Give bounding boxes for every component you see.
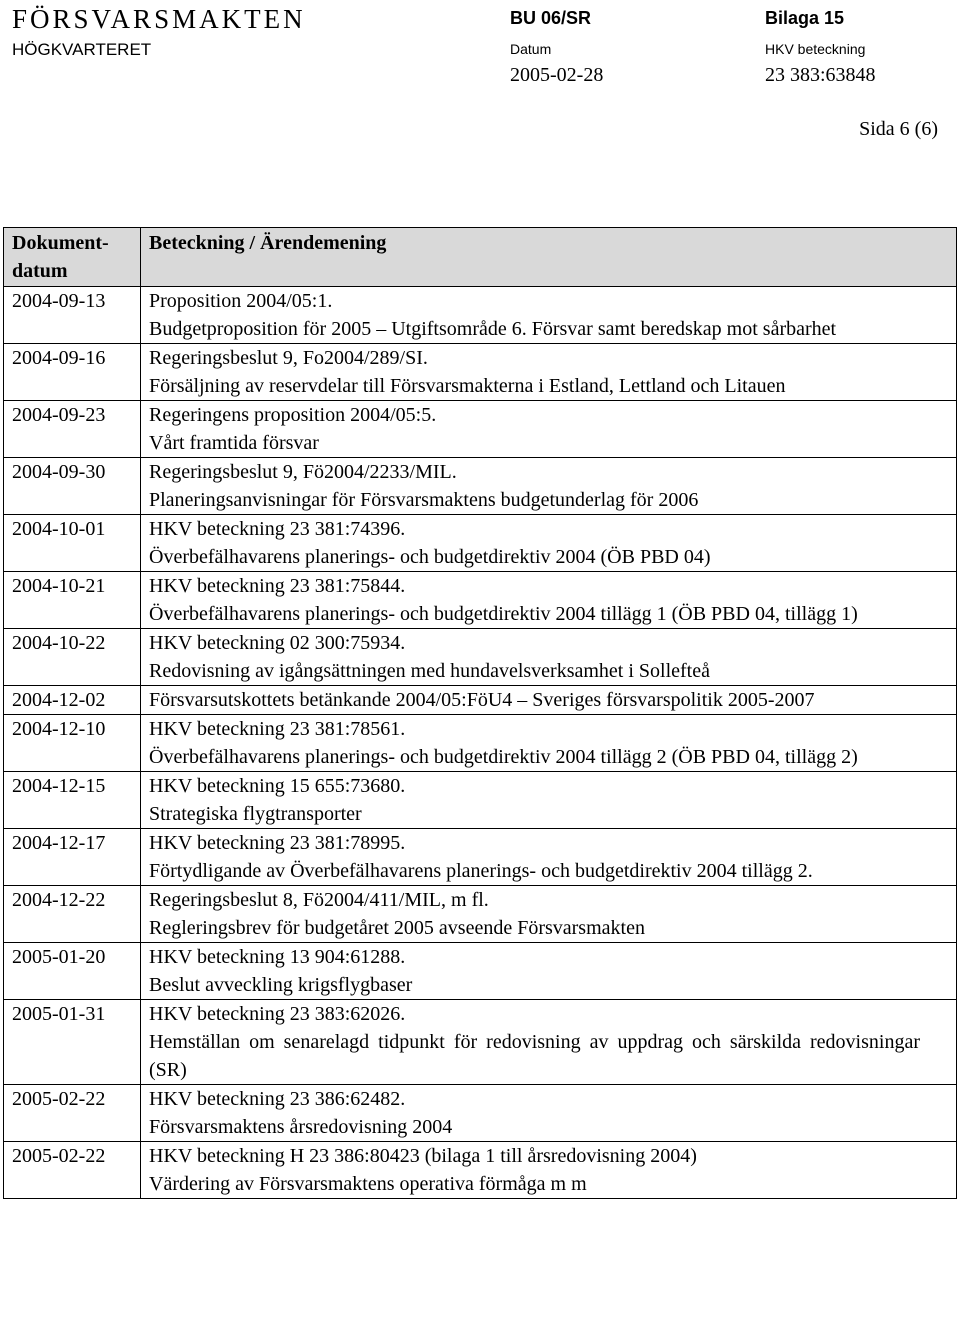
unit-name: HÖGKVARTERET bbox=[12, 40, 152, 59]
reference-line: HKV beteckning 23 381:74396. bbox=[149, 518, 406, 540]
reference-line: Försvarsutskottets betänkande 2004/05:FöU4 – Sveriges försvarspolitik 2005-2007 bbox=[149, 689, 815, 711]
reference-line: HKV beteckning 23 381:75844. bbox=[149, 575, 406, 597]
table-row bbox=[4, 1085, 957, 1142]
table-row bbox=[4, 715, 957, 772]
table-row bbox=[4, 515, 957, 572]
document-date-cell: 2005-02-22 bbox=[4, 1085, 141, 1142]
subject-line: Budgetproposition för 2005 – Utgiftsområde 6. Försvar samt beredskap mot sårbarhet bbox=[149, 318, 837, 340]
subject-line: Förtydligande av Överbefälhavarens planerings- och budgetdirektiv 2004 tillägg 2. bbox=[149, 860, 813, 882]
reference-line: Proposition 2004/05:1. bbox=[149, 290, 333, 312]
document-register-table bbox=[3, 227, 957, 1199]
table-row bbox=[4, 772, 957, 829]
subject-line: Vårt framtida försvar bbox=[149, 432, 319, 454]
table-row bbox=[4, 886, 957, 943]
subject-line: Överbefälhavarens planerings- och budgetdirektiv 2004 tillägg 1 (ÖB PBD 04, tillägg 1) bbox=[149, 603, 858, 625]
subject-line: Hemställan om senarelagd tidpunkt för redovisning av uppdrag och särskilda redovisningar (SR) bbox=[149, 1031, 920, 1081]
subject-line: Regleringsbrev för budgetåret 2005 avseende Försvarsmakten bbox=[149, 917, 645, 939]
document-date-cell: 2005-01-20 bbox=[4, 943, 141, 1000]
table-header-row bbox=[4, 228, 957, 287]
page-number: Sida 6 (6) bbox=[859, 118, 938, 140]
document-date-cell: 2004-09-16 bbox=[4, 344, 141, 401]
description-cell bbox=[141, 629, 957, 686]
date-label: Datum bbox=[510, 41, 552, 57]
document-date-cell: 2004-09-23 bbox=[4, 401, 141, 458]
description-cell bbox=[141, 572, 957, 629]
table-row bbox=[4, 686, 957, 715]
description-cell bbox=[141, 458, 957, 515]
document-date-cell: 2004-10-01 bbox=[4, 515, 141, 572]
subject-line: Försvarsmaktens årsredovisning 2004 bbox=[149, 1116, 453, 1138]
column-header-date-line1: Dokument- bbox=[12, 232, 109, 254]
description-cell bbox=[141, 1142, 957, 1199]
reference-line: HKV beteckning 23 386:62482. bbox=[149, 1088, 406, 1110]
reference-value: 23 383:63848 bbox=[765, 64, 876, 86]
column-header-date-line2: datum bbox=[12, 260, 68, 282]
document-date-cell: 2004-09-13 bbox=[4, 287, 141, 344]
reference-line: HKV beteckning 02 300:75934. bbox=[149, 632, 406, 654]
reference-line: Regeringsbeslut 9, Fö2004/2233/MIL. bbox=[149, 461, 457, 483]
subject-line: Försäljning av reservdelar till Försvarsmakterna i Estland, Lettland och Litauen bbox=[149, 375, 786, 397]
description-cell bbox=[141, 943, 957, 1000]
column-header-date bbox=[4, 228, 141, 287]
document-date-cell: 2005-01-31 bbox=[4, 1000, 141, 1085]
table-row bbox=[4, 344, 957, 401]
reference-line: HKV beteckning 15 655:73680. bbox=[149, 775, 406, 797]
description-cell bbox=[141, 686, 957, 715]
reference-line: HKV beteckning 23 381:78995. bbox=[149, 832, 406, 854]
document-date-cell: 2005-02-22 bbox=[4, 1142, 141, 1199]
document-date-cell: 2004-10-22 bbox=[4, 629, 141, 686]
reference-line: HKV beteckning H 23 386:80423 (bilaga 1 till årsredovisning 2004) bbox=[149, 1145, 697, 1167]
description-cell bbox=[141, 1000, 957, 1085]
reference-line: HKV beteckning 13 904:61288. bbox=[149, 946, 406, 968]
table-row bbox=[4, 1142, 957, 1199]
column-header-description: Beteckning / Ärendemening bbox=[141, 228, 957, 287]
description-cell bbox=[141, 715, 957, 772]
document-date-cell: 2004-10-21 bbox=[4, 572, 141, 629]
appendix-label: Bilaga 15 bbox=[765, 8, 845, 28]
document-id: BU 06/SR bbox=[510, 8, 592, 28]
table-row bbox=[4, 829, 957, 886]
table-row bbox=[4, 572, 957, 629]
table-row bbox=[4, 401, 957, 458]
table-row bbox=[4, 629, 957, 686]
description-cell bbox=[141, 1085, 957, 1142]
subject-line: Redovisning av igångsättningen med hundavelsverksamhet i Sollefteå bbox=[149, 660, 710, 682]
reference-label: HKV beteckning bbox=[765, 41, 866, 57]
document-date-cell: 2004-12-02 bbox=[4, 686, 141, 715]
description-cell bbox=[141, 515, 957, 572]
description-cell bbox=[141, 287, 957, 344]
table-row bbox=[4, 287, 957, 344]
reference-line: Regeringsbeslut 9, Fo2004/289/SI. bbox=[149, 347, 428, 369]
reference-line: HKV beteckning 23 383:62026. bbox=[149, 1003, 406, 1025]
date-value: 2005-02-28 bbox=[510, 64, 604, 86]
description-cell bbox=[141, 886, 957, 943]
document-date-cell: 2004-12-10 bbox=[4, 715, 141, 772]
subject-line: Överbefälhavarens planerings- och budgetdirektiv 2004 (ÖB PBD 04) bbox=[149, 546, 711, 568]
reference-line: Regeringens proposition 2004/05:5. bbox=[149, 404, 437, 426]
document-date-cell: 2004-12-15 bbox=[4, 772, 141, 829]
table-row bbox=[4, 1000, 957, 1085]
subject-line: Strategiska flygtransporter bbox=[149, 803, 362, 825]
table-row bbox=[4, 943, 957, 1000]
document-date-cell: 2004-12-22 bbox=[4, 886, 141, 943]
reference-line: HKV beteckning 23 381:78561. bbox=[149, 718, 406, 740]
subject-line: Överbefälhavarens planerings- och budgetdirektiv 2004 tillägg 2 (ÖB PBD 04, tillägg 2) bbox=[149, 746, 858, 768]
description-cell bbox=[141, 344, 957, 401]
table-row bbox=[4, 458, 957, 515]
description-cell bbox=[141, 829, 957, 886]
document-date-cell: 2004-12-17 bbox=[4, 829, 141, 886]
description-cell bbox=[141, 401, 957, 458]
description-cell bbox=[141, 772, 957, 829]
table-body bbox=[4, 287, 957, 1199]
organization-name: FÖRSVARSMAKTEN bbox=[12, 4, 306, 34]
subject-line: Beslut avveckling krigsflygbaser bbox=[149, 974, 413, 996]
reference-line: Regeringsbeslut 8, Fö2004/411/MIL, m fl. bbox=[149, 889, 489, 911]
document-date-cell: 2004-09-30 bbox=[4, 458, 141, 515]
subject-line: Planeringsanvisningar för Försvarsmaktens budgetunderlag för 2006 bbox=[149, 489, 699, 511]
subject-line: Värdering av Försvarsmaktens operativa förmåga m m bbox=[149, 1173, 587, 1195]
